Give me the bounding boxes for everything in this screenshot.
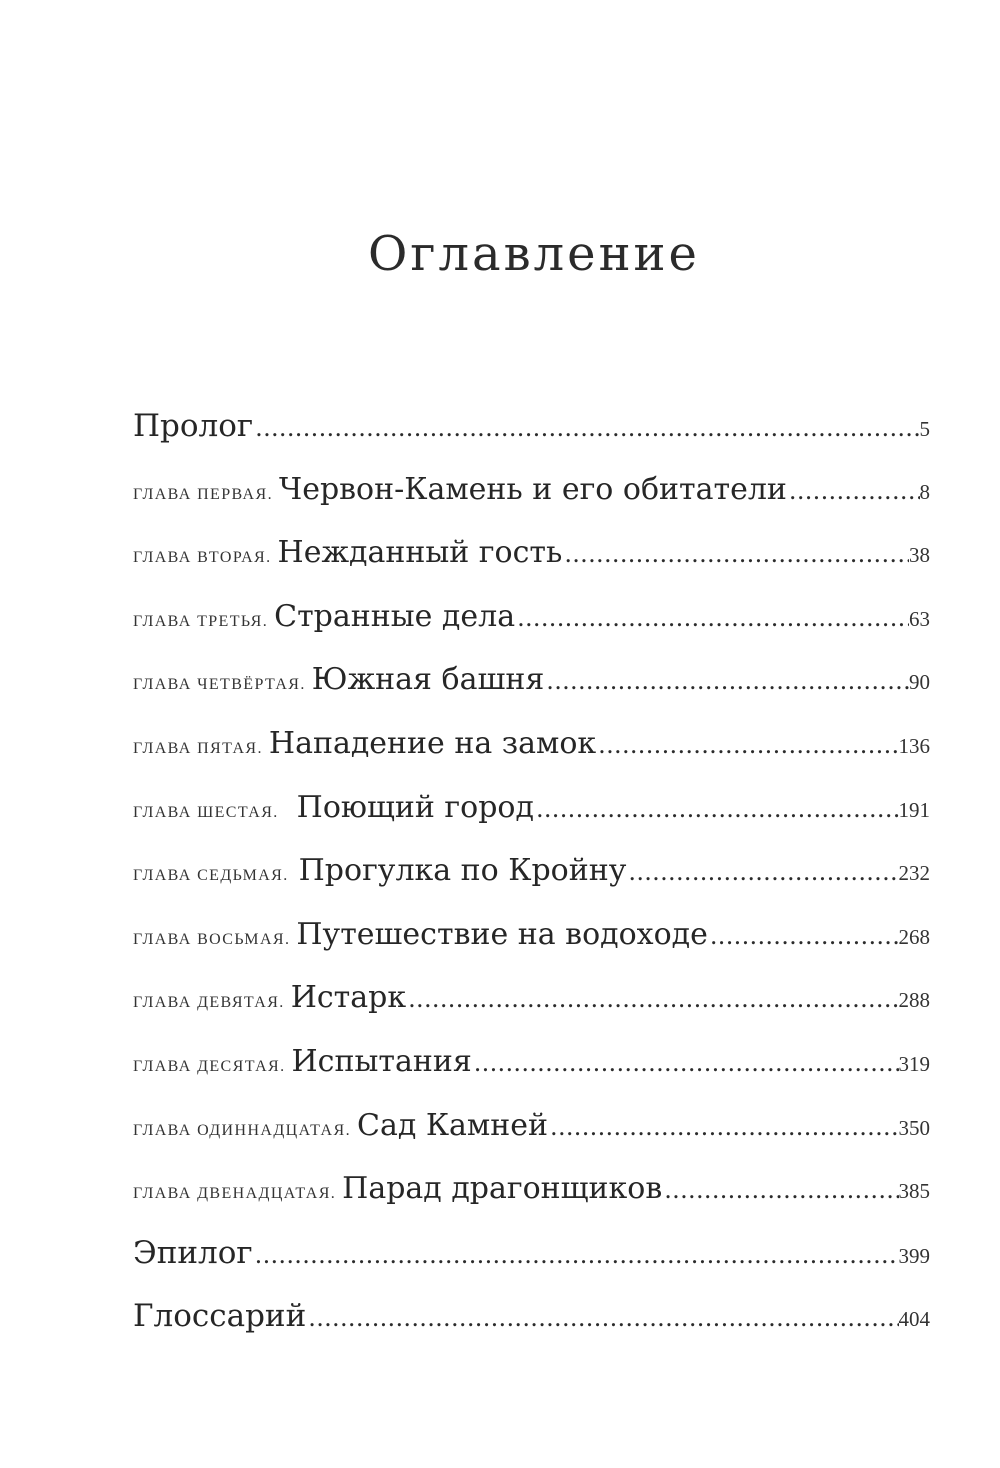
- page-number: 399: [898, 1243, 930, 1268]
- entry-title: Глоссарий: [133, 1298, 307, 1335]
- entry-title: Эпилог: [133, 1234, 253, 1271]
- dot-leader: [662, 1176, 898, 1204]
- toc-entry-chapter-3: [133, 599, 930, 663]
- dot-leader: [708, 922, 899, 950]
- dot-leader: [306, 1304, 898, 1332]
- page-number: 63: [909, 606, 930, 631]
- dot-leader: [562, 540, 909, 568]
- entry-title: Испытания: [291, 1043, 472, 1079]
- page-number: 288: [898, 988, 930, 1013]
- chapter-label: ГЛАВА ШЕСТАЯ.: [133, 803, 279, 821]
- toc-entry-chapter-6: [133, 790, 930, 854]
- entry-title: Странные дела: [274, 598, 516, 634]
- dot-leader: [253, 1241, 899, 1269]
- dot-leader: [787, 477, 920, 505]
- chapter-label: ГЛАВА ОДИННАДЦАТАЯ.: [133, 1121, 351, 1139]
- toc-entry-chapter-9: [133, 980, 930, 1044]
- page-title: Оглавление: [368, 226, 700, 282]
- chapter-label: ГЛАВА ЧЕТВЁРТАЯ.: [133, 676, 306, 694]
- page-number: 90: [909, 670, 930, 695]
- entry-title: Путешествие на водоходе: [296, 916, 708, 952]
- chapter-label: ГЛАВА ПЯТАЯ.: [133, 739, 263, 757]
- dot-leader: [253, 414, 919, 442]
- entry-title: Нападение на замок: [268, 725, 597, 761]
- page-number: 404: [898, 1307, 930, 1332]
- chapter-label: ГЛАВА ТРЕТЬЯ.: [133, 612, 269, 630]
- chapter-label: ГЛАВА ДЕВЯТАЯ.: [133, 994, 285, 1012]
- toc-entry-glossary: [133, 1298, 930, 1362]
- page-number: 350: [898, 1115, 930, 1140]
- chapter-label: ГЛАВА ВОСЬМАЯ.: [133, 930, 291, 948]
- toc-entry-chapter-1: [133, 472, 930, 536]
- dot-leader: [544, 667, 909, 695]
- chapter-label: ГЛАВА ПЕРВАЯ.: [133, 485, 273, 503]
- dot-leader: [548, 1113, 898, 1141]
- page-number: 38: [909, 543, 930, 568]
- toc-entry-chapter-11: [133, 1108, 930, 1172]
- entry-title: Южная башня: [311, 662, 545, 698]
- table-of-contents: [133, 408, 930, 1362]
- page-number: 268: [898, 924, 930, 949]
- entry-title: Червон-Камень и его обитатели: [279, 471, 787, 507]
- page-number: 232: [898, 861, 930, 886]
- entry-title: Истарк: [290, 980, 407, 1016]
- page-number: 8: [919, 479, 930, 504]
- page-number: 385: [898, 1179, 930, 1204]
- dot-leader: [596, 731, 898, 759]
- page-number: 191: [898, 797, 930, 822]
- page-number: 136: [898, 733, 930, 758]
- toc-entry-prologue: [133, 408, 930, 472]
- entry-title: Парад драгонщиков: [342, 1171, 663, 1207]
- entry-title: Сад Камней: [356, 1107, 549, 1143]
- chapter-label: ГЛАВА ДВЕНАДЦАТАЯ.: [133, 1185, 337, 1203]
- page-number: 5: [919, 417, 930, 441]
- page-number: 319: [898, 1051, 930, 1076]
- entry-title: Пролог: [133, 408, 254, 444]
- dot-leader: [406, 985, 898, 1013]
- toc-entry-epilogue: [133, 1235, 930, 1299]
- chapter-label: ГЛАВА СЕДЬМАЯ.: [133, 867, 289, 885]
- toc-entry-chapter-2: [133, 535, 930, 599]
- chapter-label: ГЛАВА ДЕСЯТАЯ.: [133, 1057, 286, 1075]
- entry-title: Прогулка по Кройну: [298, 853, 627, 889]
- chapter-label: ГЛАВА ВТОРАЯ.: [133, 549, 272, 567]
- toc-entry-chapter-5: [133, 726, 930, 790]
- dot-leader: [534, 795, 899, 823]
- toc-entry-chapter-10: [133, 1044, 930, 1108]
- toc-entry-chapter-4: [133, 662, 930, 726]
- toc-entry-chapter-7: [133, 853, 930, 917]
- dot-leader: [626, 858, 898, 886]
- entry-title: Нежданный гость: [277, 535, 563, 571]
- entry-title: Поющий город: [296, 789, 534, 825]
- toc-entry-chapter-12: [133, 1171, 930, 1235]
- dot-leader: [515, 604, 909, 632]
- toc-entry-chapter-8: [133, 917, 930, 981]
- dot-leader: [472, 1049, 899, 1077]
